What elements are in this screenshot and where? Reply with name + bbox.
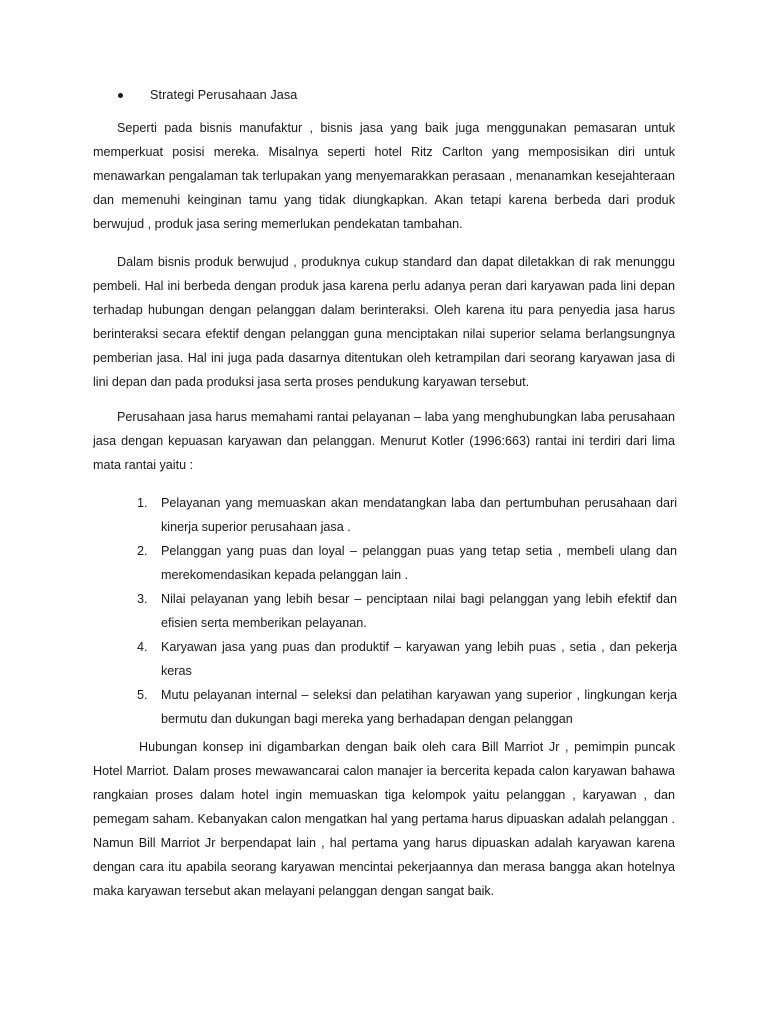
numbered-list bbox=[137, 491, 677, 731]
paragraph-1: Seperti pada bisnis manufaktur , bisnis jasa yang baik juga menggunakan pemasaran untuk memperkuat posisi mereka. Misalnya seperti hotel Ritz Carlton yang memposisikan diri untuk menawarkan pengalaman tak terlupakan yang menyemarakkan perasaan , menanamkan kesejahteraan dan memenuhi keinginan tamu yang tidak diungkapkan. Akan tetapi karena berbeda dari produk berwujud , produk jasa sering memerlukan pendekatan tambahan. bbox=[93, 121, 675, 231]
section-heading bbox=[118, 88, 297, 102]
list-item bbox=[137, 539, 677, 587]
list-item bbox=[137, 587, 677, 635]
list-item bbox=[137, 491, 677, 539]
list-item-text: Karyawan jasa yang puas dan produktif – karyawan yang lebih puas , setia , dan pekerja keras bbox=[161, 640, 677, 678]
list-item-number: 1. bbox=[137, 496, 148, 510]
bullet-icon bbox=[118, 93, 123, 98]
list-item-number: 3. bbox=[137, 592, 148, 606]
paragraph-2: Dalam bisnis produk berwujud , produknya cukup standard dan dapat diletakkan di rak menunggu pembeli. Hal ini berbeda dengan produk jasa karena perlu adanya peran dari karyawan pada lini depan terhadap hubungan dengan pelanggan dalam berinteraksi. Oleh karena itu para penyedia jasa harus berinteraksi secara efektif dengan pelanggan guna menciptakan nilai superior selama berlangsungnya pemberian jasa. Hal ini juga pada dasarnya ditentukan oleh ketrampilan dari seorang karyawan jasa di lini depan dan pada produksi jasa serta proses pendukung karyawan tersebut. bbox=[93, 255, 675, 389]
section-heading-text: Strategi Perusahaan Jasa bbox=[150, 88, 298, 102]
list-item-text: Pelanggan yang puas dan loyal – pelanggan puas yang tetap setia , membeli ulang dan merekomendasikan kepada pelanggan lain . bbox=[161, 544, 677, 582]
paragraph-4: Hubungan konsep ini digambarkan dengan baik oleh cara Bill Marriot Jr , pemimpin puncak Hotel Marriot. Dalam proses mewawancarai calon manajer ia bercerita kepada calon karyawan bahawa rangkaian proses dalam hotel ingin memuaskan tiga kelompok yaitu pelanggan , karyawan , dan pemegam saham. Kebanyakan calon mengatkan hal yang pertama harus dipuaskan adalah pelanggan . Namun Bill Marriot Jr berpendapat lain , hal pertama yang harus dipuaskan adalah karyawan karena dengan cara itu apabila seorang karyawan mencintai pekerjaannya dan merasa bangga akan hotelnya maka karyawan tersebut akan melayani pelanggan dengan sangat baik. bbox=[93, 740, 675, 898]
list-item-number: 2. bbox=[137, 544, 148, 558]
list-item-number: 5. bbox=[137, 688, 148, 702]
list-item-number: 4. bbox=[137, 640, 148, 654]
list-item bbox=[137, 683, 677, 731]
paragraph-3: Perusahaan jasa harus memahami rantai pelayanan – laba yang menghubungkan laba perusahaan jasa dengan kepuasan karyawan dan pelanggan. Menurut Kotler (1996:663) rantai ini terdiri dari lima mata rantai yaitu : bbox=[93, 410, 675, 472]
list-item-text: Nilai pelayanan yang lebih besar – penciptaan nilai bagi pelanggan yang lebih efektif dan efisien serta memberikan pelayanan. bbox=[161, 592, 677, 630]
list-item-text: Mutu pelayanan internal – seleksi dan pelatihan karyawan yang superior , lingkungan kerja bermutu dan dukungan bagi mereka yang berhadapan dengan pelanggan bbox=[161, 688, 677, 726]
list-item-text: Pelayanan yang memuaskan akan mendatangkan laba dan pertumbuhan perusahaan dari kinerja superior perusahaan jasa . bbox=[161, 496, 677, 534]
list-item bbox=[137, 635, 677, 683]
